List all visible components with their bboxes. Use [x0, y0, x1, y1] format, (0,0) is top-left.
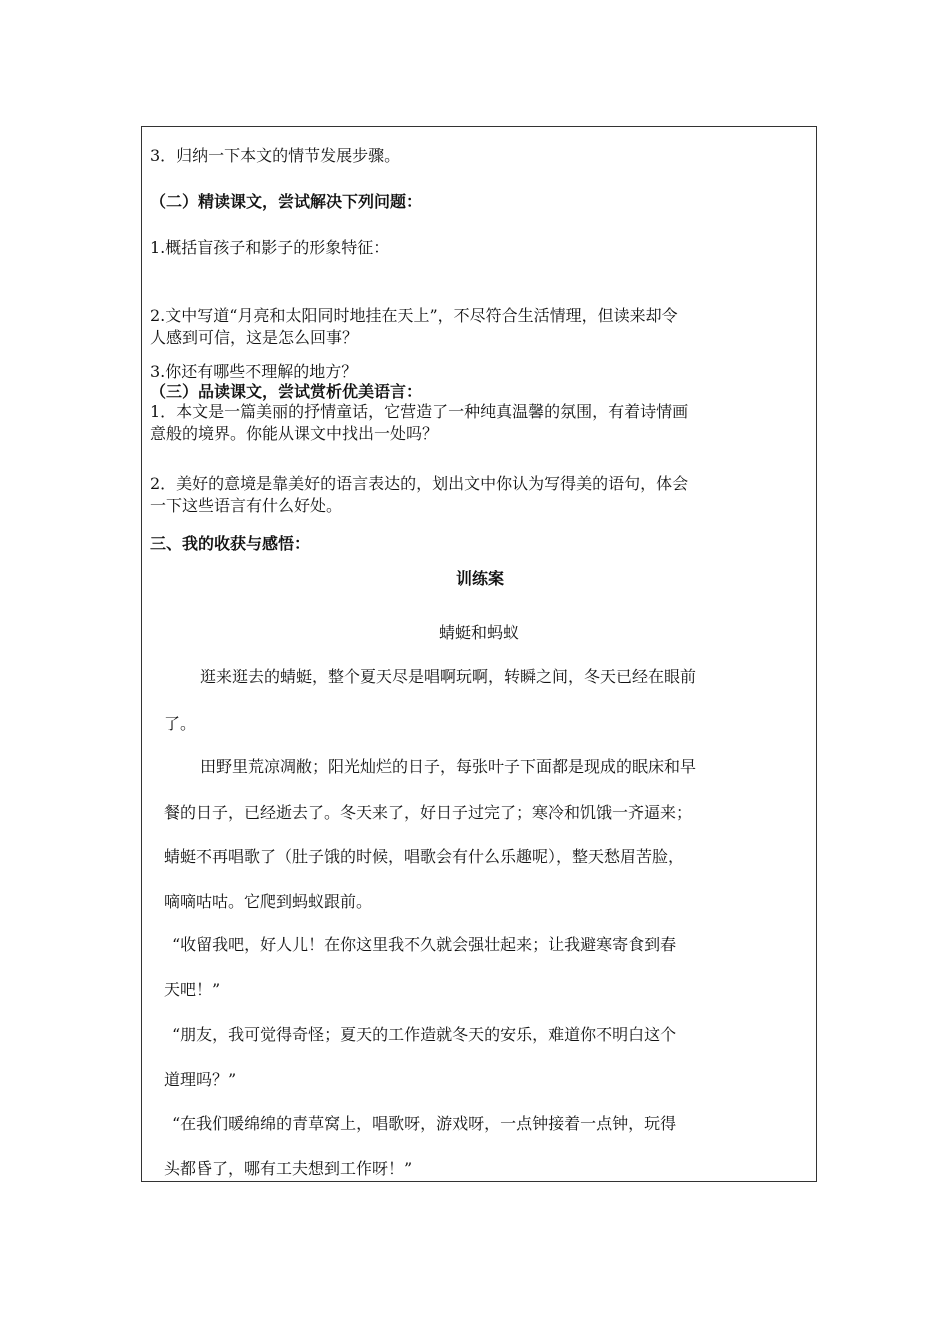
table-cell-border	[141, 126, 817, 1182]
question-3: 3．归纳一下本文的情节发展步骤。	[150, 146, 401, 165]
story-line: 餐的日子，已经逝去了。冬天来了，好日子过完了；寒冷和饥饿一齐逼来；	[164, 803, 693, 822]
story-title: 蜻蜓和蚂蚁	[438, 623, 519, 642]
section-2-question-1: 1.概括盲孩子和影子的形象特征：	[150, 238, 390, 257]
story-line: 道理吗？”	[164, 1070, 237, 1089]
section-2-question-2-line-2: 人感到可信，这是怎么回事？	[150, 328, 359, 347]
story-line: 蜻蜓不再唱歌了（肚子饿的时候，唱歌会有什么乐趣呢），整天愁眉苦脸，	[164, 847, 685, 866]
story-line: 田野里荒凉凋敝；阳光灿烂的日子，每张叶子下面都是现成的眠床和早	[200, 757, 697, 776]
story-line: “在我们暖绵绵的青草窝上，唱歌呀，游戏呀，一点钟接着一点钟，玩得	[172, 1114, 677, 1133]
training-title: 训练案	[455, 569, 504, 588]
section-3-question-1-line-1: 1．本文是一篇美丽的抒情童话，它营造了一种纯真温馨的氛围，有着诗情画	[150, 402, 689, 421]
section-3-heading: （三）品读课文，尝试赏析优美语言：	[150, 382, 423, 401]
story-line: 了。	[164, 714, 197, 733]
section-2-heading: （二）精读课文，尝试解决下列问题：	[150, 192, 423, 211]
story-line: “朋友，我可觉得奇怪；夏天的工作造就冬天的安乐，难道你不明白这个	[172, 1025, 677, 1044]
story-line: 头都昏了，哪有工夫想到工作呀！”	[164, 1159, 413, 1178]
section-3-question-1-line-2: 意般的境界。你能从课文中找出一处吗？	[150, 424, 439, 443]
section-2-question-3: 3.你还有哪些不理解的地方？	[150, 362, 358, 381]
story-line: 嘀嘀咕咕。它爬到蚂蚁跟前。	[164, 892, 373, 911]
story-line: 天吧！”	[164, 980, 221, 999]
section-2-question-2-line-1: 2.文中写道“月亮和太阳同时地挂在天上”，不尽符合生活情理，但读来却令	[150, 306, 678, 325]
section-3-question-2-line-1: 2．美好的意境是靠美好的语言表达的，划出文中你认为写得美的语句，体会	[150, 474, 689, 493]
story-line: 逛来逛去的蜻蜓，整个夏天尽是唱啊玩啊，转瞬之间，冬天已经在眼前	[200, 667, 697, 686]
section-3-question-2-line-2: 一下这些语言有什么好处。	[150, 496, 343, 515]
part-3-heading: 三、我的收获与感悟：	[150, 534, 311, 553]
story-line: “收留我吧，好人儿！在你这里我不久就会强壮起来；让我避寒寄食到春	[172, 935, 677, 954]
